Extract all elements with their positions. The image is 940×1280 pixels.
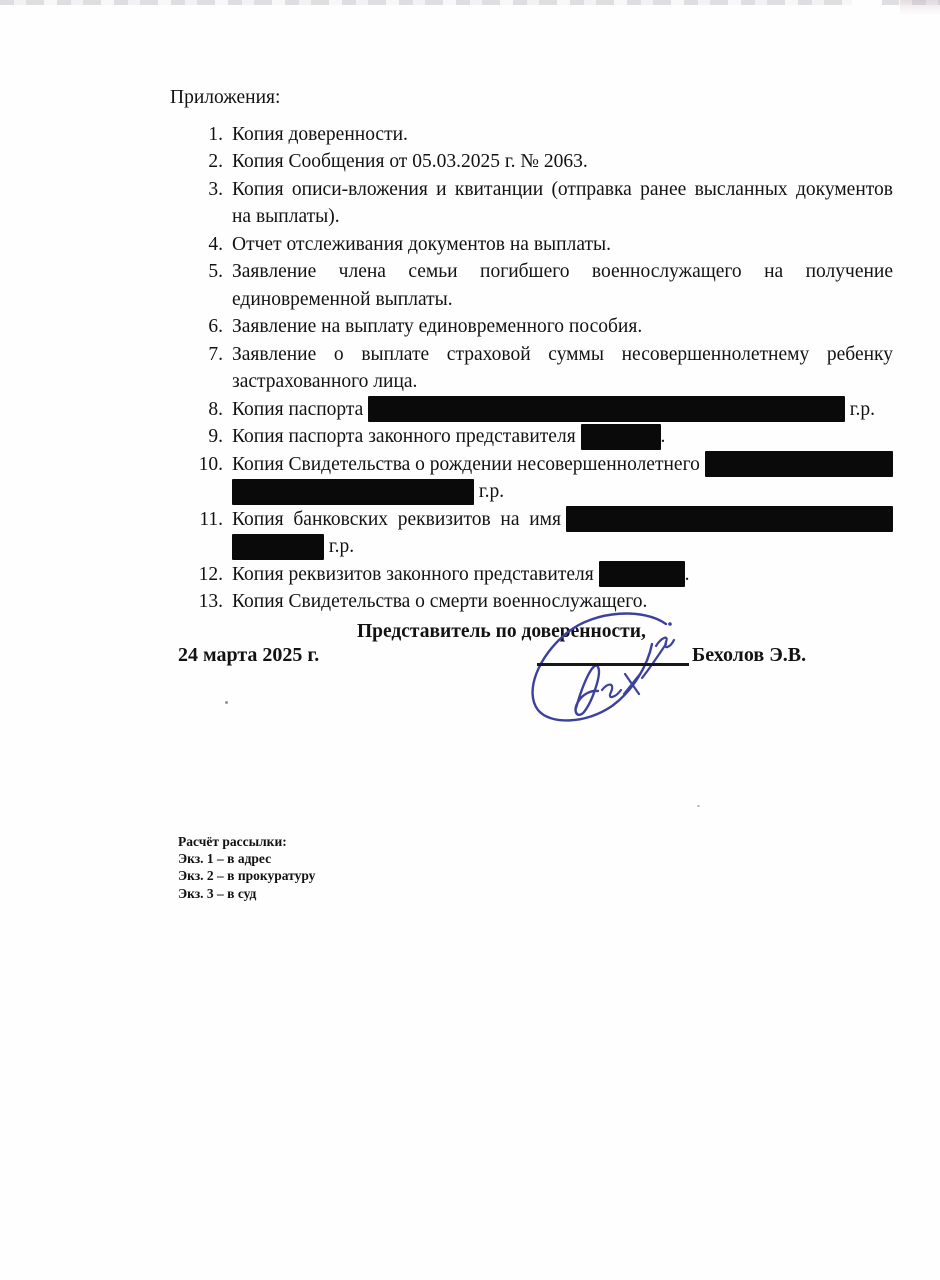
document-body	[170, 84, 893, 616]
document-date: 24 марта 2025 г.	[178, 644, 320, 666]
list-item-line	[232, 423, 893, 451]
list-item-text: Копия Свидетельства о смерти военнослужащего.	[232, 591, 648, 612]
list-item-number: 1.	[208, 123, 223, 145]
list-item-body	[232, 258, 893, 313]
list-item-number: 7.	[208, 343, 223, 365]
list-item-text: Копия описи-вложения и квитанции (отправка ранее высланных документов	[232, 178, 893, 200]
list-item-line	[232, 451, 893, 479]
signer-name: Бехолов Э.В.	[692, 644, 807, 666]
list-item-text: Копия паспорта	[232, 398, 369, 420]
redaction-box	[232, 479, 474, 505]
list-item-line	[232, 368, 893, 396]
attachments-list	[170, 121, 893, 616]
list-item-line	[232, 258, 893, 286]
list-item	[170, 423, 893, 451]
list-item-text: Копия Сообщения от 05.03.2025 г. № 2063.	[232, 151, 588, 172]
list-item-text: г.р.	[324, 536, 355, 557]
list-item-line	[232, 341, 893, 369]
redaction-box	[599, 561, 685, 587]
list-item-body	[232, 423, 893, 451]
list-item-text: г.р.	[474, 481, 505, 502]
list-item	[170, 341, 893, 396]
list-item-number: 11.	[199, 508, 223, 530]
list-item-line	[232, 286, 893, 314]
redaction-box	[581, 424, 661, 450]
list-item-text: на выплаты).	[232, 206, 340, 227]
redaction-box	[368, 396, 845, 422]
list-item-number: 13.	[198, 591, 223, 612]
redaction-box	[705, 451, 893, 477]
list-item-number: 9.	[208, 426, 223, 447]
list-item	[170, 258, 893, 313]
list-item-number: 2.	[208, 151, 223, 172]
list-item-text: единовременной выплаты.	[232, 288, 453, 310]
list-item-line	[232, 203, 893, 231]
list-item-text: Отчет отслеживания документов на выплаты.	[232, 233, 611, 255]
signer-role-label: Представитель по доверенности,	[357, 620, 646, 642]
list-item-body	[232, 121, 893, 149]
redaction-box	[566, 506, 893, 532]
list-item-line	[232, 478, 893, 506]
list-item-text: Заявление о выплате страховой суммы несовершеннолетнему ребенку	[232, 343, 893, 365]
list-item-text: Копия паспорта законного представителя	[232, 426, 581, 447]
scanner-corner-artifact	[900, 0, 940, 16]
list-item	[170, 506, 893, 561]
list-item-line	[232, 176, 893, 204]
list-item-body	[232, 451, 893, 506]
list-item-text: Заявление члена семьи погибшего военнослужащего на получение	[232, 261, 893, 282]
list-item-text: застрахованного лица.	[232, 371, 418, 392]
signature-ink	[520, 606, 680, 728]
list-item-body	[232, 148, 893, 176]
list-item-line	[232, 533, 893, 561]
list-item-body	[232, 561, 893, 589]
list-item-text: Заявление на выплату единовременного пособия.	[232, 316, 643, 337]
distribution-line: Экз. 1 – в адрес	[178, 851, 272, 867]
list-item-text: .	[684, 563, 690, 585]
list-item	[170, 396, 893, 424]
distribution-block	[178, 833, 315, 902]
distribution-line: Экз. 2 – в прокуратуру	[178, 868, 316, 884]
list-item-text: Копия реквизитов законного представителя	[232, 563, 599, 585]
list-item-body	[232, 506, 893, 561]
list-item-body	[232, 341, 893, 396]
list-item-line	[232, 121, 893, 149]
signature-line	[537, 663, 689, 666]
list-item-body	[232, 313, 893, 341]
ink-speck	[225, 701, 228, 704]
list-item-number: 4.	[208, 233, 223, 255]
list-item-text: .	[660, 426, 666, 447]
list-item-line	[232, 231, 893, 259]
list-item	[170, 121, 893, 149]
list-item	[170, 176, 893, 231]
attachments-title: Приложения:	[170, 87, 281, 108]
redaction-box	[232, 534, 324, 560]
list-item-line	[232, 561, 893, 589]
list-item-text: Копия банковских реквизитов на имя	[232, 508, 566, 530]
list-item-body	[232, 176, 893, 231]
list-item-body	[232, 231, 893, 259]
list-item-text: Копия Свидетельства о рождении несовершеннолетнего	[232, 453, 705, 475]
list-item	[170, 148, 893, 176]
list-item	[170, 231, 893, 259]
list-item-number: 8.	[208, 398, 223, 420]
distribution-title: Расчёт рассылки:	[178, 834, 287, 849]
list-item-text: Копия доверенности.	[232, 123, 408, 145]
list-item-number: 3.	[208, 178, 223, 200]
list-item-number: 6.	[208, 316, 223, 337]
list-item-number: 12.	[198, 563, 223, 585]
ink-speck	[697, 805, 700, 807]
list-item-line	[232, 148, 893, 176]
distribution-line: Экз. 3 – в суд	[178, 885, 257, 901]
list-item-number: 10.	[198, 453, 223, 475]
list-item-number: 5.	[208, 261, 223, 282]
list-item-text: г.р.	[844, 398, 875, 420]
list-item-body	[232, 396, 893, 424]
scanner-edge-artifact	[0, 0, 940, 5]
scanner-edge-gap	[852, 0, 882, 6]
list-item	[170, 451, 893, 506]
list-item-line	[232, 313, 893, 341]
list-item	[170, 561, 893, 589]
list-item-line	[232, 396, 893, 424]
list-item	[170, 313, 893, 341]
list-item-line	[232, 506, 893, 534]
